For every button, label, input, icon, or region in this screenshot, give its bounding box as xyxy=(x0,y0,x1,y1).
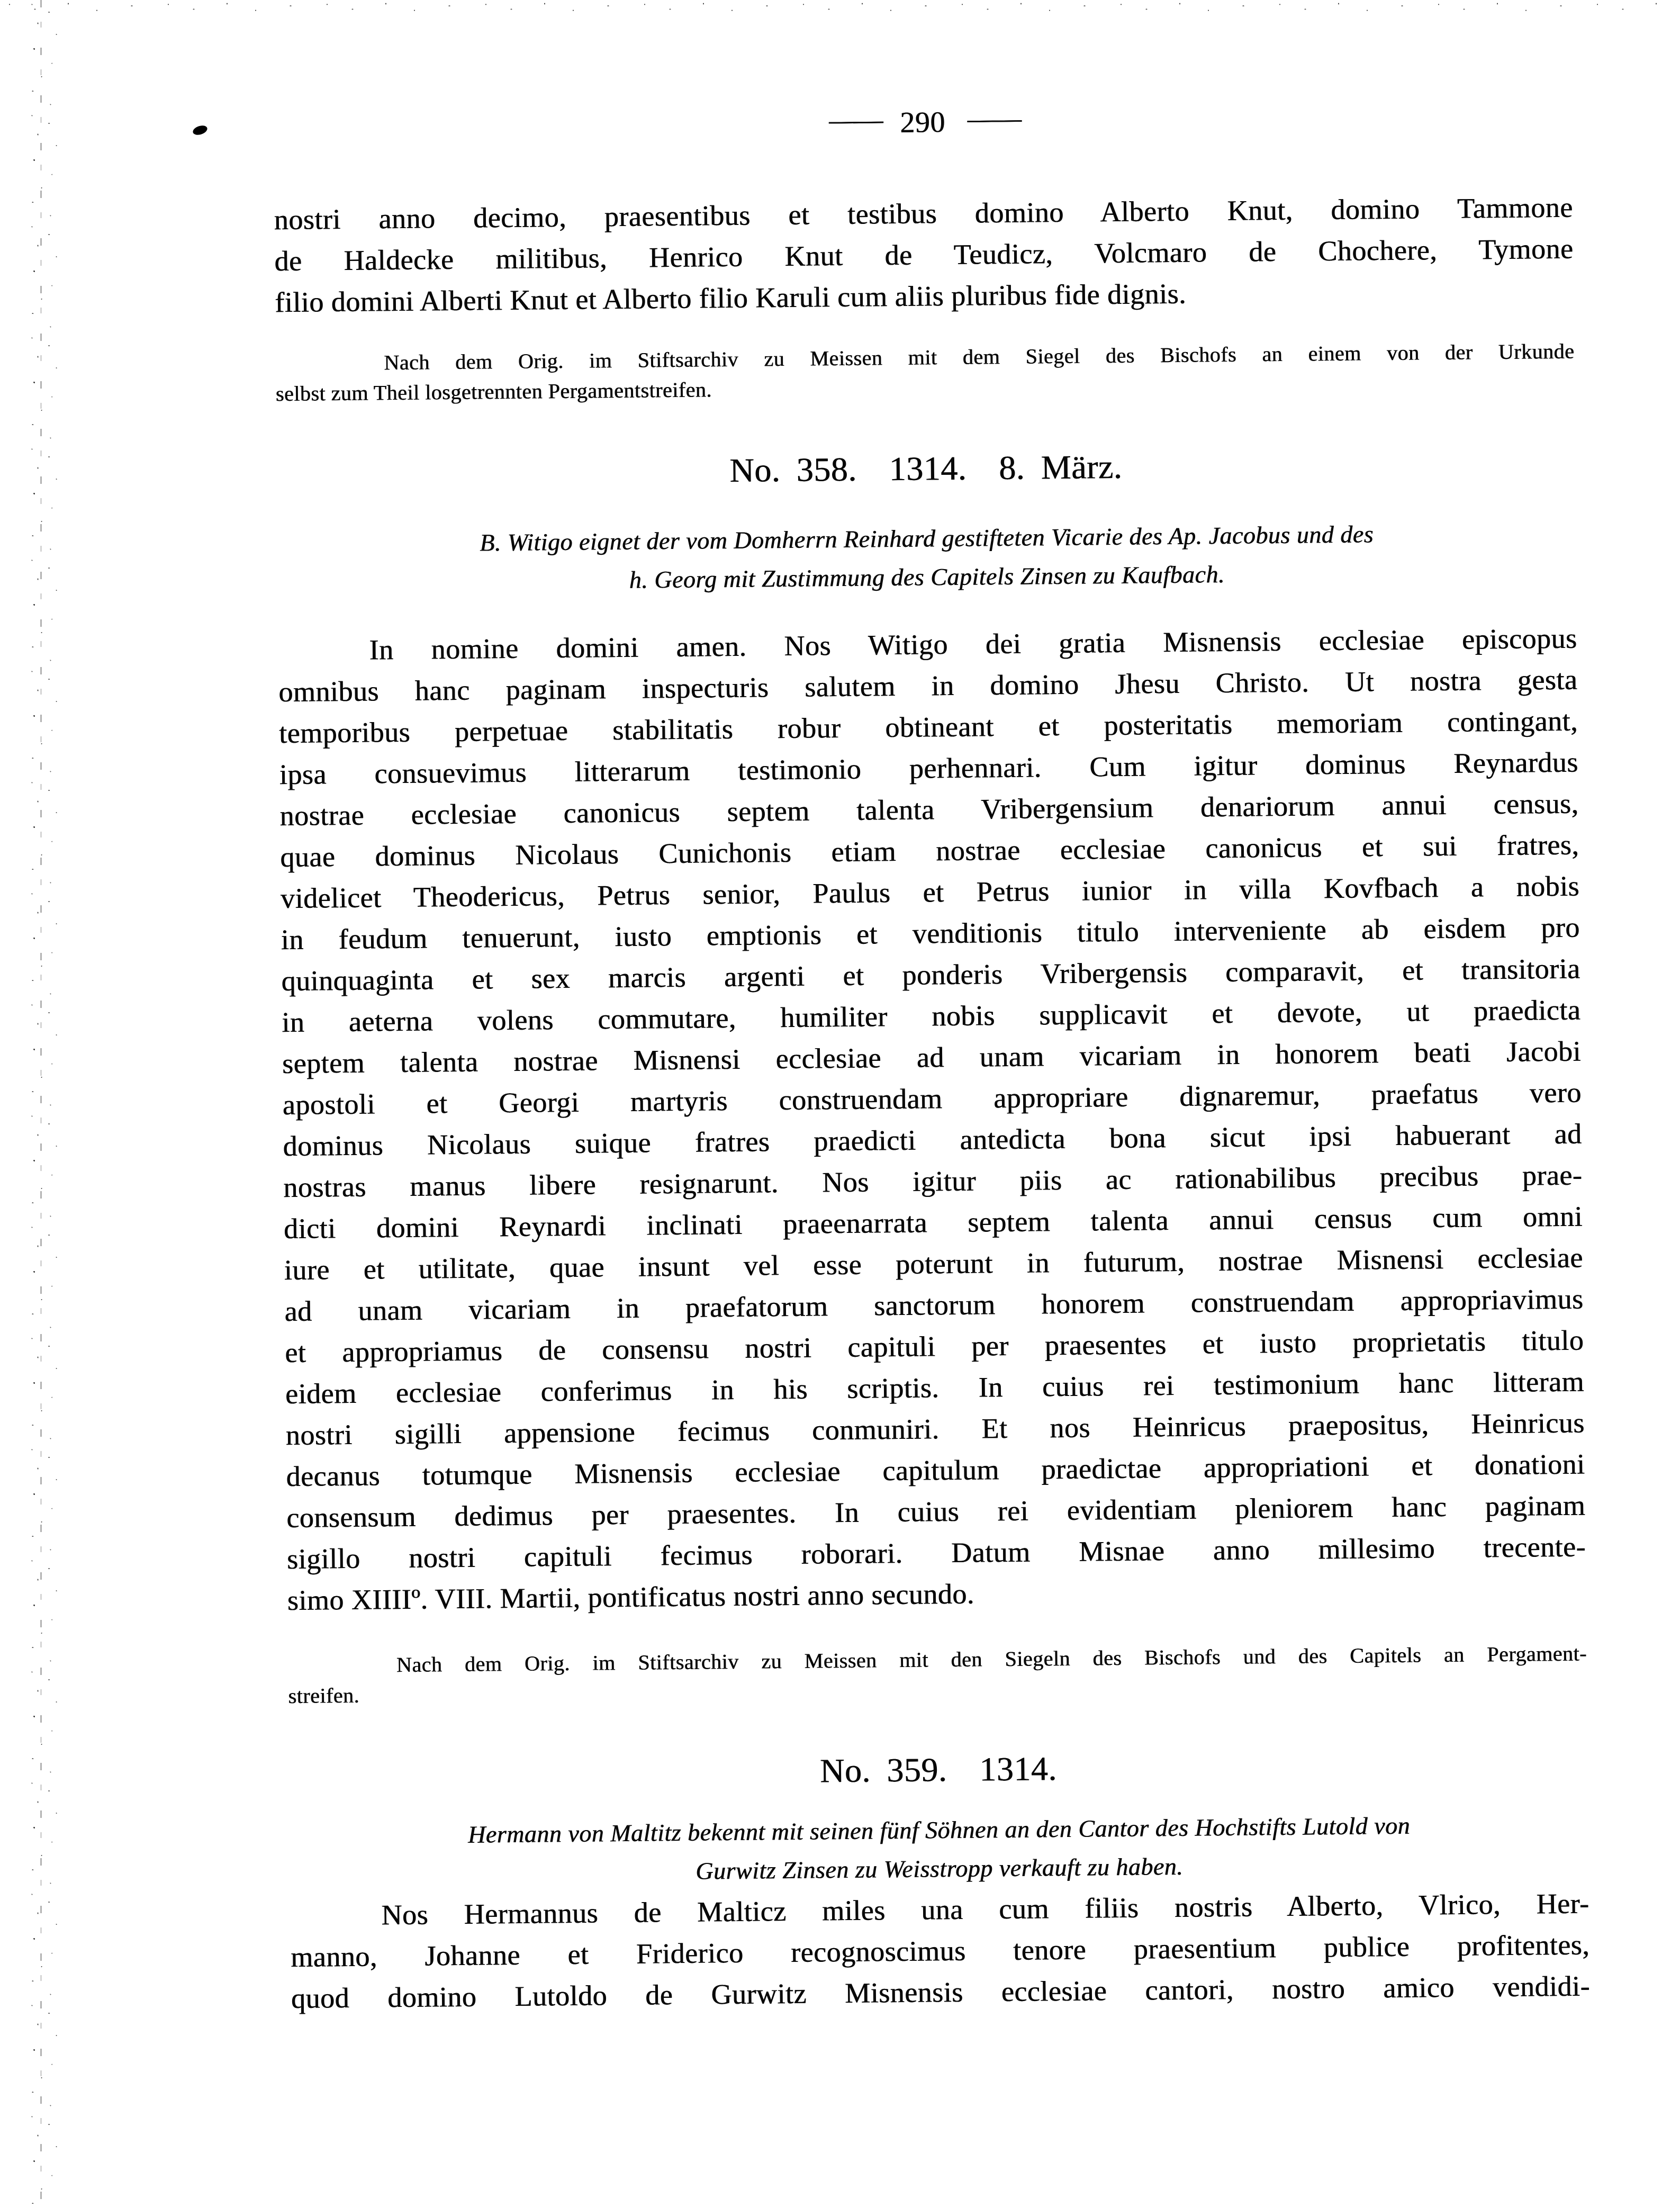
text-line: selbst zum Theil losgetrennten Pergamentstreifen. xyxy=(275,377,712,406)
text-line: h. Georg mit Zustimmung des Capitels Zinsen zu Kaufbach. xyxy=(629,560,1225,593)
text-line: nostrae ecclesiae canonicus septem talenta Vribergensium denariorum annui census, xyxy=(279,787,1579,832)
text-line: B. Witigo eignet der vom Domherrn Reinhard gestifteten Vicarie des Ap. Jacobus und des xyxy=(480,520,1374,556)
text-line: In nomine domini amen. Nos Witigo dei gratia Misnensis ecclesiae episcopus xyxy=(369,622,1577,666)
text-line: temporibus perpetuae stabilitatis robur obtineant et posteritatis memoriam contingant, xyxy=(278,705,1578,750)
text-line: in feudum tenuerunt, iusto emptionis et venditionis titulo interveniente ab eisdem pro xyxy=(281,911,1580,956)
text-line: septem talenta nostrae Misnensi ecclesiae ad unam vicariam in honorem beati Jacobi xyxy=(282,1035,1582,1080)
entry-357-source-note xyxy=(275,336,1575,409)
text-line: Nach dem Orig. im Stiftsarchiv zu Meissen mit dem Siegel des Bischofs an einem von der Urkunde xyxy=(384,339,1575,375)
text-line: et appropriamus de consensu nostri capituli per praesentes et iusto proprietatis titulo xyxy=(285,1324,1584,1369)
text-line: ipsa consuevimus litterarum testimonio perhennari. Cum igitur dominus Reynardus xyxy=(279,746,1579,791)
entry-358-body-paragraph xyxy=(278,618,1586,1621)
text-line: de Haldecke militibus, Henrico Knut de Teudicz, Volcmaro de Chochere, Tymone xyxy=(274,232,1574,277)
entry-358-heading: No. 358. 1314. 8. März. xyxy=(729,447,1123,489)
page-number: 290 xyxy=(900,106,946,139)
text-line: Gurwitz Zinsen zu Weisstropp verkauft zu haben. xyxy=(696,1852,1184,1885)
text-line: Hermann von Maltitz bekennt mit seinen fünf Söhnen an den Cantor des Hochstifts Lutold von xyxy=(467,1812,1411,1848)
entry-359-summary xyxy=(290,1805,1589,1895)
text-line: ad unam vicariam in praefatorum sanctorum honorem construendam appropriavimus xyxy=(284,1283,1584,1328)
text-line: streifen. xyxy=(288,1683,360,1708)
text-line: nostri sigilli appensione fecimus conmuniri. Et nos Heinricus praepositus, Heinricus xyxy=(285,1407,1585,1452)
text-line: dominus Nicolaus suique fratres praedicti antedicta bona sicut ipsi habuerant ad xyxy=(283,1118,1582,1163)
text-line: consensum dedimus per praesentes. In cuius rei evidentiam pleniorem hanc paginam xyxy=(286,1489,1586,1534)
text-line: quinquaginta et sex marcis argenti et ponderis Vribergensis comparavit, et transitoria xyxy=(281,952,1580,997)
text-line: nostri anno decimo, praesentibus et testibus domino Alberto Knut, domino Tammone xyxy=(274,191,1574,236)
text-line: sigillo nostri capituli fecimus roborari. Datum Misnae anno millesimo trecente- xyxy=(286,1530,1586,1575)
text-line: iure et utilitate, quae insunt vel esse poterunt in futurum, nostrae Misnensi ecclesiae xyxy=(284,1241,1584,1286)
header-rule-right: —— xyxy=(967,102,1017,136)
header-rule-left: —— xyxy=(829,103,878,137)
entry-358-summary xyxy=(277,513,1576,603)
text-line: eidem ecclesiae conferimus in his scriptis. In cuius rei testimonium hanc litteram xyxy=(285,1365,1585,1410)
text-line: quod domino Lutoldo de Gurwitz Misnensis ecclesiae cantori, nostro amico vendidi- xyxy=(291,1970,1591,2015)
text-line: apostoli et Georgi martyris construendam appropriare dignaremur, praefatus vero xyxy=(282,1076,1582,1121)
text-line: filio domini Alberti Knut et Alberto filio Karuli cum aliis pluribus fide dignis. xyxy=(275,277,1187,319)
text-line: decanus totumque Misnensis ecclesiae capitulum praedictae appropriationi et donationi xyxy=(286,1448,1585,1493)
page-header xyxy=(273,99,1573,147)
text-line: dicti domini Reynardi inclinati praeenarrata septem talenta annui census cum omni xyxy=(283,1200,1583,1245)
text-line: Nach dem Orig. im Stiftsarchiv zu Meissen mit den Siegeln des Bischofs und des Capitels an Pergament- xyxy=(396,1641,1587,1677)
text-line: manno, Johanne et Friderico recognoscimus tenore praesentium publice profitentes, xyxy=(291,1929,1590,1974)
text-line: videlicet Theodericus, Petrus senior, Paulus et Petrus iunior in villa Kovfbach a nobis xyxy=(280,870,1580,915)
text-line: Nos Hermannus de Malticz miles una cum filiis nostris Alberto, Vlrico, Her- xyxy=(381,1887,1589,1931)
entry-359-body-paragraph xyxy=(290,1883,1590,2020)
text-line: nostras manus libere resignarunt. Nos igitur piis ac rationabilibus precibus prae- xyxy=(283,1159,1583,1204)
entry-359-heading: No. 359. 1314. xyxy=(819,1750,1058,1790)
entry-358-source-note xyxy=(288,1638,1587,1711)
text-line: omnibus hanc paginam inspecturis salutem in domino Jhesu Christo. Ut nostra gesta xyxy=(278,663,1578,708)
text-line: simo XIIIIº. VIII. Martii, pontificatus nostri anno secundo. xyxy=(287,1578,975,1617)
text-line: quae dominus Nicolaus Cunichonis etiam nostrae ecclesiae canonicus et sui fratres, xyxy=(280,828,1579,873)
entry-357-continuation-paragraph xyxy=(274,187,1574,323)
text-line: in aeterna volens commutare, humiliter nobis supplicavit et devote, ut praedicta xyxy=(282,994,1581,1039)
